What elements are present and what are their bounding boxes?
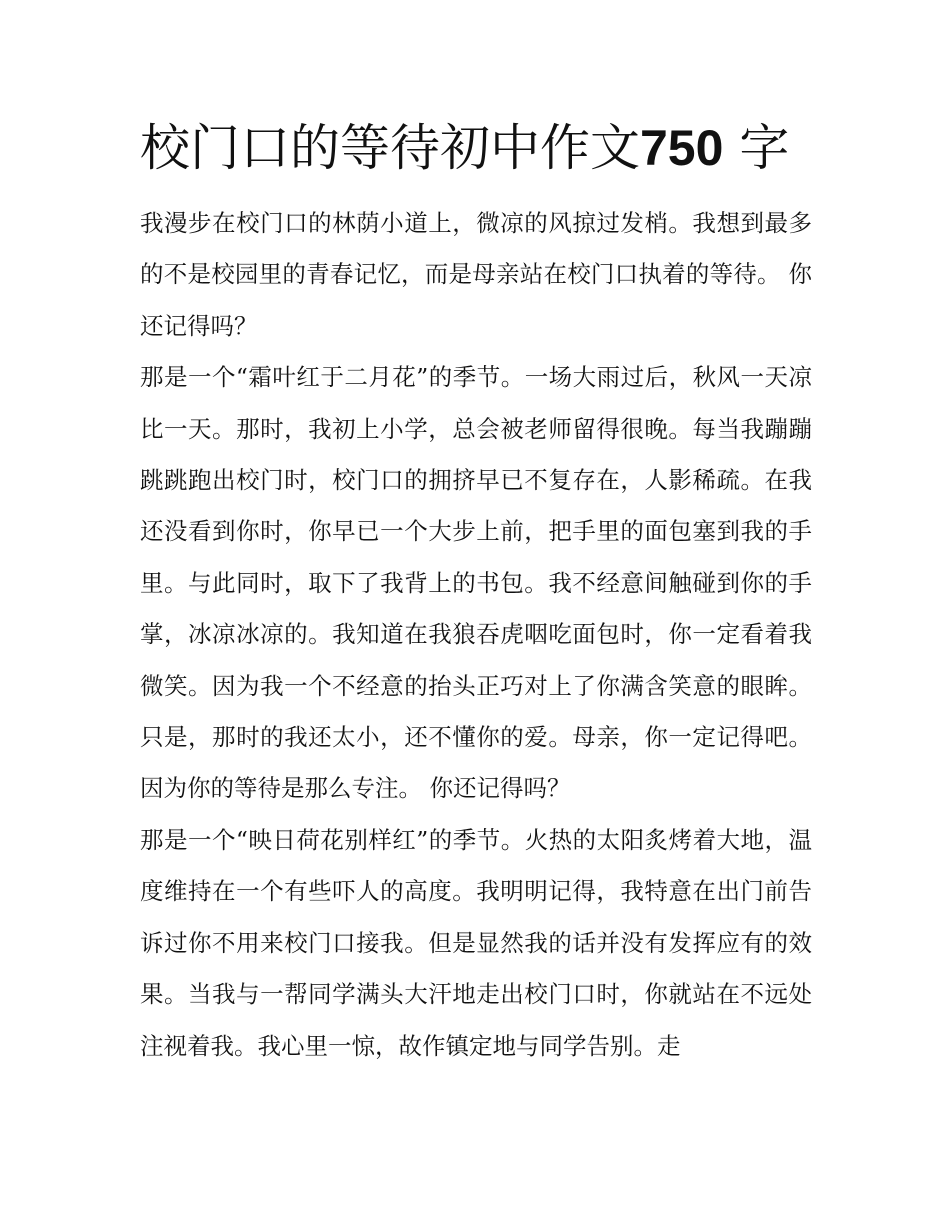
paragraph-1: 我漫步在校门口的林荫小道上，微凉的风掠过发梢。我想到最多的不是校园里的青春记忆，而是母亲站在校门口执着的等待。 你还记得吗？	[140, 209, 812, 340]
document-page	[140, 112, 812, 1072]
document-title	[140, 112, 812, 184]
paragraph-3: 那是一个“映日荷花别样红”的季节。火热的太阳炙烤着大地，温度维持在一个有些吓人的高度。我明明记得，我特意在出门前告诉过你不用来校门口接我。但是显然我的话并没有发挥应有的效果。当我与一帮同学满头大汗地走出校门口时，你就站在不远处注视着我。我心里一惊，故作镇定地与同学告别。走	[140, 825, 812, 1060]
title-number: 750	[640, 120, 724, 176]
title-suffix: 字	[739, 119, 790, 177]
document-body	[140, 198, 812, 1072]
paragraph-2: 那是一个“霜叶红于二月花”的季节。一场大雨过后，秋风一天凉比一天。那时，我初上小学，总会被老师留得很晚。每当我蹦蹦跳跳跑出校门时，校门口的拥挤早已不复存在，人影稀疏。在我还没看到你时，你早已一个大步上前，把手里的面包塞到我的手里。与此同时，取下了我背上的书包。我不经意间触碰到你的手掌，冰凉冰凉的。我知道在我狼吞虎咽吃面包时，你一定看着我微笑。因为我一个不经意的抬头正巧对上了你满含笑意的眼眸。只是，那时的我还太小，还不懂你的爱。母亲，你一定记得吧。因为你的等待是那么专注。 你还记得吗？	[140, 363, 812, 803]
title-text: 校门口的等待初中作文	[140, 119, 640, 177]
